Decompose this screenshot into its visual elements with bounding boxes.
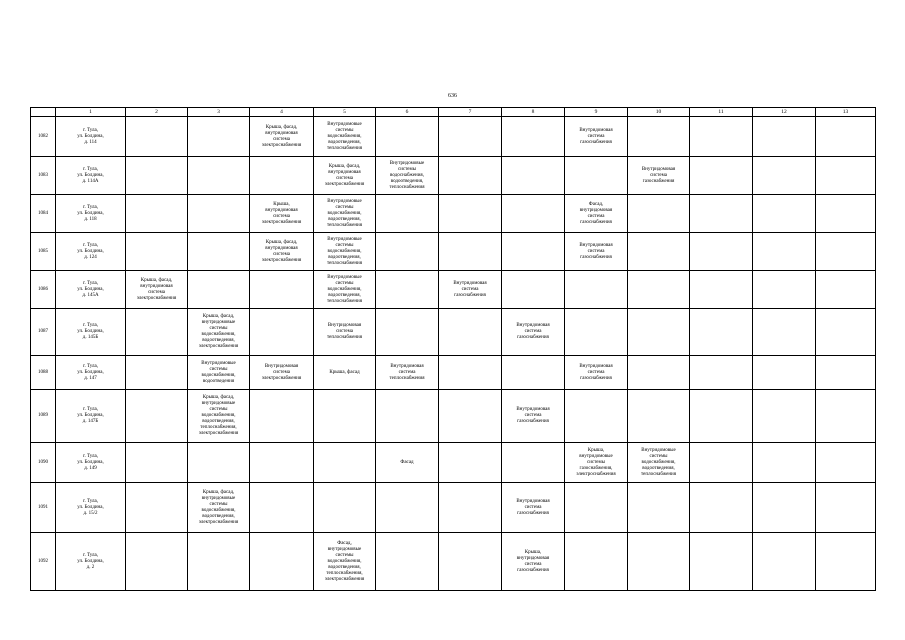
address-cell [56, 233, 126, 271]
header-cell-5: 5 [314, 108, 376, 117]
address-text: г. Тула, ул. Болдина, д. 149 [77, 453, 104, 471]
address-text: г. Тула, ул. Болдина, д. 114 [77, 127, 104, 145]
work-text: Внутридомовые системы водоснабжения, водоотведения [201, 360, 236, 384]
work-cell-c8 [502, 233, 565, 271]
work-cell-c11 [690, 157, 753, 195]
work-cell-c5 [314, 390, 376, 443]
address-text: г. Тула, ул. Болдина, д. 147Б [77, 407, 104, 424]
table-row [31, 443, 876, 483]
row-number-cell [31, 117, 56, 157]
work-cell-c6 [376, 195, 439, 233]
work-cell-c2 [126, 157, 188, 195]
work-cell-c5 [314, 271, 376, 309]
work-cell-c3 [188, 233, 250, 271]
work-text: Внутридомовая система теплоснабжения [327, 323, 362, 340]
work-cell-c9 [565, 483, 628, 533]
address-cell [56, 309, 126, 356]
work-cell-c3 [188, 390, 250, 443]
work-cell-c3 [188, 195, 250, 233]
row-number: 1087 [38, 329, 48, 334]
work-cell-c7 [439, 483, 502, 533]
header-cell-9: 9 [565, 108, 628, 117]
header-cell-7: 7 [439, 108, 502, 117]
work-cell-c3 [188, 117, 250, 157]
work-cell-c10 [628, 309, 690, 356]
work-cell-c7 [439, 356, 502, 390]
row-number-cell [31, 271, 56, 309]
table-row [31, 271, 876, 309]
work-text: Крыша, фасад, внутридомовые системы водоснабжения, водоотведения, теплоснабжения, электроснабжения [198, 395, 239, 436]
work-text: Крыша, фасад, внутридомовые системы водоснабжения, водоотведения, электроснабжения [198, 314, 239, 349]
row-number-cell [31, 309, 56, 356]
work-cell-c8 [502, 356, 565, 390]
work-cell-c8 [502, 483, 565, 533]
work-cell-c5 [314, 309, 376, 356]
work-text: Внутридомовая система газоснабжения [579, 242, 613, 260]
work-cell-c2 [126, 483, 188, 533]
work-cell-c4 [250, 309, 314, 356]
work-cell-c6 [376, 390, 439, 443]
work-text: Внутридомовые системы водоснабжения, водоотведения, теплоснабжения [327, 274, 362, 304]
work-cell-c11 [690, 117, 753, 157]
address-cell [56, 356, 126, 390]
work-cell-c12 [753, 117, 816, 157]
table-row [31, 483, 876, 533]
work-cell-c11 [690, 390, 753, 443]
work-cell-c4 [250, 483, 314, 533]
work-cell-c10 [628, 271, 690, 309]
work-cell-c4 [250, 195, 314, 233]
row-number-cell [31, 483, 56, 533]
work-cell-c9 [565, 157, 628, 195]
work-cell-c10 [628, 117, 690, 157]
work-cell-c11 [690, 483, 753, 533]
work-text: Фасад, внутридомовая система газоснабжения [579, 201, 613, 225]
work-cell-c2 [126, 117, 188, 157]
table-row [31, 356, 876, 390]
address-cell [56, 483, 126, 533]
work-cell-c5 [314, 443, 376, 483]
work-text: Внутридомовая система газоснабжения [516, 498, 550, 516]
address-text: г. Тула, ул. Болдина, д. 124 [77, 242, 104, 260]
work-cell-c12 [753, 309, 816, 356]
work-cell-c7 [439, 157, 502, 195]
work-cell-c7 [439, 271, 502, 309]
work-cell-c8 [502, 309, 565, 356]
work-text: Внутридомовые системы водоснабжения, водоотведения, теплоснабжения [389, 160, 425, 190]
address-cell [56, 117, 126, 157]
work-cell-c13 [816, 390, 876, 443]
work-cell-c3 [188, 483, 250, 533]
work-cell-c7 [439, 309, 502, 356]
work-cell-c8 [502, 443, 565, 483]
work-text: Внутридомовые системы водоснабжения, водоотведения, теплоснабжения [327, 236, 362, 266]
row-number-cell [31, 443, 56, 483]
row-number-cell [31, 195, 56, 233]
work-cell-c4 [250, 390, 314, 443]
work-text: Крыша, внутридомовые системы газоснабжения, электроснабжения [576, 447, 616, 477]
work-cell-c4 [250, 117, 314, 157]
work-cell-c4 [250, 356, 314, 390]
row-number: 1082 [38, 133, 48, 139]
work-cell-c10 [628, 533, 690, 591]
work-cell-c9 [565, 233, 628, 271]
work-cell-c9 [565, 195, 628, 233]
repair-schedule-table [30, 107, 876, 591]
work-text: Внутридомовая система теплоснабжения [389, 363, 425, 381]
table-row [31, 117, 876, 157]
work-cell-c8 [502, 271, 565, 309]
work-cell-c2 [126, 390, 188, 443]
work-cell-c6 [376, 533, 439, 591]
work-text: Внутридомовая система электроснабжения [261, 363, 302, 381]
work-cell-c7 [439, 117, 502, 157]
work-cell-c5 [314, 533, 376, 591]
row-number: 1084 [38, 210, 48, 216]
address-cell [56, 271, 126, 309]
work-cell-c6 [376, 309, 439, 356]
work-cell-c13 [816, 157, 876, 195]
work-cell-c11 [690, 195, 753, 233]
work-cell-c11 [690, 443, 753, 483]
work-cell-c9 [565, 390, 628, 443]
table-row [31, 195, 876, 233]
row-number-cell [31, 533, 56, 591]
work-cell-c13 [816, 533, 876, 591]
work-cell-c11 [690, 356, 753, 390]
work-cell-c8 [502, 390, 565, 443]
work-cell-c8 [502, 157, 565, 195]
address-cell [56, 157, 126, 195]
work-cell-c5 [314, 117, 376, 157]
row-number: 1089 [38, 413, 48, 418]
work-text: Крыша, фасад, внутридомовая система электроснабжения [261, 124, 302, 148]
page-number: 636 [448, 93, 457, 99]
work-cell-c4 [250, 271, 314, 309]
work-cell-c10 [628, 233, 690, 271]
work-cell-c9 [565, 117, 628, 157]
work-cell-c2 [126, 233, 188, 271]
row-number: 1086 [38, 286, 48, 292]
work-cell-c3 [188, 157, 250, 195]
work-text: Внутридомовые системы водоснабжения, водоотведения, теплоснабжения [327, 121, 362, 151]
work-cell-c7 [439, 233, 502, 271]
work-cell-c8 [502, 533, 565, 591]
address-cell [56, 390, 126, 443]
work-text: Крыша, внутридомовая система газоснабжения [516, 549, 550, 573]
table-row [31, 309, 876, 356]
work-cell-c3 [188, 533, 250, 591]
header-cell-1: 1 [56, 108, 126, 117]
work-cell-c7 [439, 533, 502, 591]
work-text: Внутридомовая система газоснабжения [516, 407, 550, 424]
work-cell-c12 [753, 483, 816, 533]
row-number: 1085 [38, 248, 48, 254]
header-cell-3: 3 [188, 108, 250, 117]
work-cell-c4 [250, 443, 314, 483]
table-row [31, 533, 876, 591]
work-text: Крыша, фасад, внутридомовые системы водоснабжения, водоотведения, электроснабжения [198, 489, 239, 525]
work-cell-c6 [376, 117, 439, 157]
work-text: Фасад [400, 459, 414, 465]
work-cell-c13 [816, 443, 876, 483]
work-cell-c4 [250, 157, 314, 195]
work-cell-c10 [628, 443, 690, 483]
row-number-cell [31, 157, 56, 195]
row-number: 1083 [38, 172, 48, 178]
address-cell [56, 443, 126, 483]
work-cell-c8 [502, 195, 565, 233]
work-cell-c10 [628, 390, 690, 443]
work-cell-c2 [126, 533, 188, 591]
work-cell-c3 [188, 356, 250, 390]
address-text: г. Тула, ул. Болдина, д. 147 [77, 363, 104, 381]
row-number: 1090 [38, 459, 48, 465]
row-number-cell [31, 233, 56, 271]
work-cell-c5 [314, 157, 376, 195]
work-cell-c8 [502, 117, 565, 157]
work-text: Крыша, внутридомовая система электроснабжения [261, 201, 302, 225]
work-cell-c5 [314, 195, 376, 233]
header-cell-6: 6 [376, 108, 439, 117]
work-cell-c10 [628, 356, 690, 390]
work-cell-c13 [816, 309, 876, 356]
work-cell-c9 [565, 443, 628, 483]
work-cell-c3 [188, 309, 250, 356]
work-cell-c11 [690, 233, 753, 271]
address-cell [56, 195, 126, 233]
address-text: г. Тула, ул. Болдина, д. 2 [77, 552, 104, 570]
work-cell-c6 [376, 443, 439, 483]
work-cell-c12 [753, 157, 816, 195]
header-cell-2: 2 [126, 108, 188, 117]
work-cell-c13 [816, 356, 876, 390]
work-text: Фасад, внутридомовые системы водоснабжения, водоотведения, теплоснабжения, электроснабжения [324, 540, 365, 582]
work-text: Внутридомовая система газоснабжения [641, 166, 676, 184]
header-cell-10: 10 [628, 108, 690, 117]
work-cell-c6 [376, 356, 439, 390]
work-cell-c12 [753, 356, 816, 390]
work-cell-c12 [753, 195, 816, 233]
work-cell-c7 [439, 195, 502, 233]
work-cell-c12 [753, 271, 816, 309]
work-cell-c5 [314, 356, 376, 390]
work-cell-c10 [628, 195, 690, 233]
work-text: Крыша, фасад, внутридомовая система электроснабжения [261, 239, 302, 263]
header-cell-12: 12 [753, 108, 816, 117]
address-text: г. Тула, ул. Болдина, д. 145А [77, 280, 104, 298]
work-cell-c7 [439, 443, 502, 483]
work-cell-c10 [628, 157, 690, 195]
table-row [31, 390, 876, 443]
work-cell-c2 [126, 271, 188, 309]
work-cell-c7 [439, 390, 502, 443]
work-text: Внутридомовая система газоснабжения [579, 363, 613, 381]
row-number: 1088 [38, 369, 48, 375]
work-cell-c2 [126, 443, 188, 483]
address-text: г. Тула, ул. Болдина, д. 15/2 [77, 498, 104, 516]
header-cell-4: 4 [250, 108, 314, 117]
work-cell-c6 [376, 483, 439, 533]
work-cell-c4 [250, 533, 314, 591]
header-cell-13: 13 [816, 108, 876, 117]
work-cell-c3 [188, 443, 250, 483]
row-number-cell [31, 356, 56, 390]
work-cell-c6 [376, 271, 439, 309]
work-cell-c12 [753, 390, 816, 443]
work-cell-c13 [816, 483, 876, 533]
address-text: г. Тула, ул. Болдина, д. 114А [77, 166, 104, 184]
work-cell-c9 [565, 271, 628, 309]
work-text: Внутридомовая система газоснабжения [516, 323, 550, 340]
work-cell-c13 [816, 117, 876, 157]
address-text: г. Тула, ул. Болдина, д. 145Б [77, 323, 104, 340]
work-cell-c13 [816, 195, 876, 233]
work-cell-c13 [816, 233, 876, 271]
work-cell-c2 [126, 356, 188, 390]
work-cell-c11 [690, 309, 753, 356]
work-cell-c9 [565, 533, 628, 591]
work-text: Крыша, фасад, внутридомовая система электроснабжения [324, 163, 365, 187]
work-text: Крыша, фасад, внутридомовая система электроснабжения [136, 277, 177, 301]
address-cell [56, 533, 126, 591]
work-cell-c6 [376, 233, 439, 271]
table-row [31, 157, 876, 195]
work-cell-c11 [690, 271, 753, 309]
work-cell-c3 [188, 271, 250, 309]
work-cell-c9 [565, 309, 628, 356]
work-text: Крыша, фасад [329, 369, 360, 375]
work-text: Внутридомовая система газоснабжения [453, 280, 487, 298]
row-number: 1091 [38, 504, 48, 510]
work-cell-c5 [314, 483, 376, 533]
table-row [31, 233, 876, 271]
header-cell-11: 11 [690, 108, 753, 117]
work-cell-c12 [753, 533, 816, 591]
work-cell-c2 [126, 195, 188, 233]
address-text: г. Тула, ул. Болдина, д. 118 [77, 204, 104, 222]
work-cell-c4 [250, 233, 314, 271]
header-cell-8: 8 [502, 108, 565, 117]
header-row [31, 108, 876, 117]
work-cell-c9 [565, 356, 628, 390]
row-number-cell [31, 390, 56, 443]
work-cell-c6 [376, 157, 439, 195]
header-cell-blank [31, 108, 56, 117]
work-cell-c12 [753, 443, 816, 483]
work-cell-c5 [314, 233, 376, 271]
work-cell-c13 [816, 271, 876, 309]
work-text: Внутридомовые системы водоснабжения, водоотведения, теплоснабжения [327, 198, 362, 228]
work-text: Внутридомовые системы водоснабжения, водоотведения, теплоснабжения [641, 447, 676, 477]
work-cell-c11 [690, 533, 753, 591]
work-cell-c12 [753, 233, 816, 271]
work-cell-c2 [126, 309, 188, 356]
row-number: 1092 [38, 558, 48, 564]
work-text: Внутридомовая система газоснабжения [579, 127, 613, 145]
work-cell-c10 [628, 483, 690, 533]
